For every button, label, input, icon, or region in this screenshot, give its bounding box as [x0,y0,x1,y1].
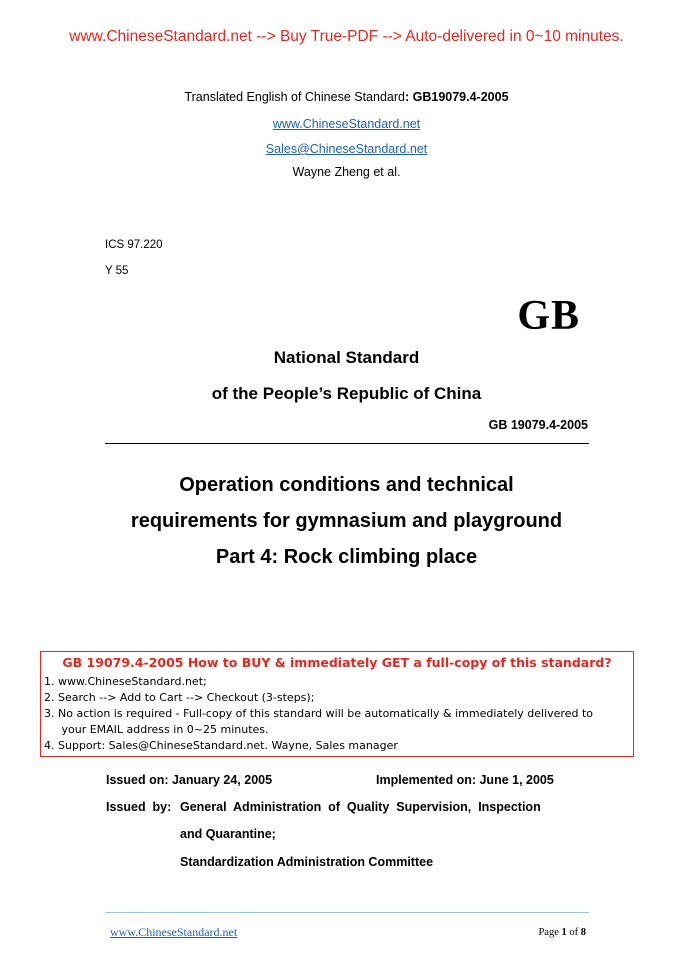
footer-site-link[interactable]: www.ChineseStandard.net [110,925,238,939]
buy-step-2: 2. Search --> Add to Cart --> Checkout (3-steps); [44,691,315,704]
page-number [538,927,586,938]
site-link[interactable]: www.ChineseStandard.net [272,117,421,131]
buy-heading: GB 19079.4-2005 How to BUY & immediately GET a full-copy of this standard? [62,655,612,670]
standard-code: GB 19079.4-2005 [488,418,588,432]
ics-code: ICS 97.220 [105,239,163,251]
standard-line-2: of the People’s Republic of China [211,384,482,403]
page-total: 8 [580,927,586,938]
buy-step-1: 1. www.ChineseStandard.net; [44,675,207,688]
standard-line-1: National Standard [273,348,420,367]
title-line-1: Operation conditions and technical [179,474,514,496]
page-current: 1 [561,927,567,938]
buy-instructions-box [40,651,634,757]
page-of: of [566,927,581,938]
buy-step-3: 3. No action is required - Full-copy of this standard will be automatically & immediately delivered to [44,707,593,720]
buy-step-4: 4. Support: Sales@ChineseStandard.net. Wayne, Sales manager [44,739,398,752]
sales-email-link[interactable]: Sales@ChineseStandard.net [265,142,428,156]
sales-link-row [0,140,693,158]
translation-prefix: Translated English of Chinese Standard [184,90,405,104]
translation-code: : GB19079.4-2005 [404,90,509,104]
issued-by-line-1: General Administration of Quality Supervision, Inspection [180,800,541,814]
authors: Wayne Zheng et al. [292,165,401,179]
header-divider [105,443,589,444]
promo-banner[interactable]: www.ChineseStandard.net --> Buy True-PDF --> Auto-delivered in 0~10 minutes. [69,28,624,45]
implemented-on: Implemented on: June 1, 2005 [376,773,554,787]
issued-by-line-2: and Quarantine; [180,827,276,841]
issued-on: Issued on: January 24, 2005 [106,773,273,787]
buy-step-3-continued: your EMAIL address in 0~25 minutes. [44,723,269,736]
gb-logo: GB [517,293,580,339]
site-link-row [0,115,693,133]
translation-note [0,90,693,104]
footer-divider [105,912,589,913]
issued-by-label: Issued by: [106,800,172,814]
ccs-code: Y 55 [105,265,129,277]
page-prefix: Page [538,927,562,938]
title-line-2: requirements for gymnasium and playground [130,510,563,532]
title-line-3: Part 4: Rock climbing place [215,546,478,568]
issued-by-line-3: Standardization Administration Committee [180,855,434,869]
